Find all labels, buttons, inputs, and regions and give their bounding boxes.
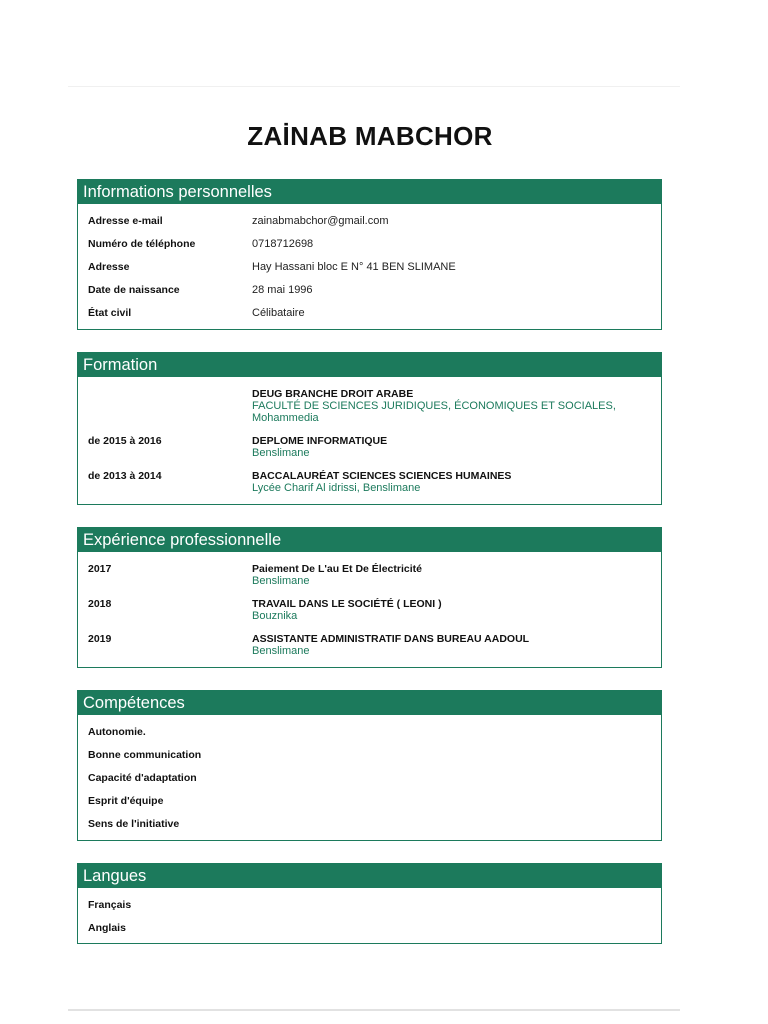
entry-title: DEUG BRANCHE DROIT ARABE — [252, 388, 414, 400]
skill-label: Esprit d'équipe — [88, 795, 164, 807]
entry-title: Paiement De L'au Et De Électricité — [252, 563, 422, 575]
skill-label: Sens de l'initiative — [88, 818, 180, 830]
language-label: Français — [88, 899, 132, 911]
skill-label: Bonne communication — [88, 749, 202, 761]
info-value: Hay Hassani bloc E N° 41 BEN SLIMANE — [252, 261, 456, 273]
entry-place: Bouznika — [252, 610, 298, 622]
info-value: zainabmabchor@gmail.com — [252, 215, 389, 227]
entry-body — [252, 563, 651, 587]
info-label: Adresse — [88, 261, 130, 273]
entry-date: 2017 — [88, 563, 112, 575]
section-heading: Formation — [78, 353, 661, 377]
entry-date: 2019 — [88, 633, 112, 645]
entry-title: BACCALAURÉAT SCIENCES SCIENCES HUMAINES — [252, 470, 512, 482]
top-divider — [68, 86, 680, 87]
section-skills — [77, 690, 662, 841]
candidate-name: ZAİNAB MABCHOR — [247, 121, 493, 151]
info-label: Adresse e-mail — [88, 215, 163, 227]
entry-title: ASSISTANTE ADMINISTRATIF DANS BUREAU AADOUL — [252, 633, 530, 645]
entry-title: DEPLOME INFORMATIQUE — [252, 435, 388, 447]
skill-label: Capacité d'adaptation — [88, 772, 197, 784]
entry-body — [252, 388, 651, 424]
info-label: Numéro de téléphone — [88, 238, 196, 250]
section-personal-info — [77, 179, 662, 330]
entry-place: Benslimane — [252, 447, 310, 459]
entry-title: TRAVAIL DANS LE SOCIÉTÉ ( LEONI ) — [252, 598, 442, 610]
entry-body — [252, 435, 651, 459]
entry-place: Lycée Charif Al idrissi, Benslimane — [252, 482, 421, 494]
entry-body — [252, 633, 651, 657]
section-heading: Informations personnelles — [78, 180, 661, 204]
entry-body — [252, 470, 651, 494]
section-formation — [77, 352, 662, 505]
entry-place: Benslimane — [252, 645, 310, 657]
entry-place: Benslimane — [252, 575, 310, 587]
section-heading: Langues — [78, 864, 661, 888]
bottom-divider — [68, 1009, 680, 1011]
section-experience — [77, 527, 662, 668]
language-label: Anglais — [88, 922, 126, 934]
info-value: 0718712698 — [252, 238, 314, 250]
entry-date: de 2015 à 2016 — [88, 435, 162, 447]
info-value: 28 mai 1996 — [252, 284, 313, 296]
entry-date: 2018 — [88, 598, 112, 610]
section-heading: Expérience professionnelle — [78, 528, 661, 552]
section-languages — [77, 863, 662, 944]
info-label: Date de naissance — [88, 284, 180, 296]
info-label: État civil — [88, 307, 132, 319]
entry-place: FACULTÉ DE SCIENCES JURIDIQUES, ÉCONOMIQUES ET SOCIALES, Mohammedia — [252, 400, 616, 424]
entry-body — [252, 598, 651, 622]
info-value: Célibataire — [252, 307, 305, 319]
section-heading: Compétences — [78, 691, 661, 715]
skill-label: Autonomie. — [88, 726, 146, 738]
entry-date: de 2013 à 2014 — [88, 470, 162, 482]
